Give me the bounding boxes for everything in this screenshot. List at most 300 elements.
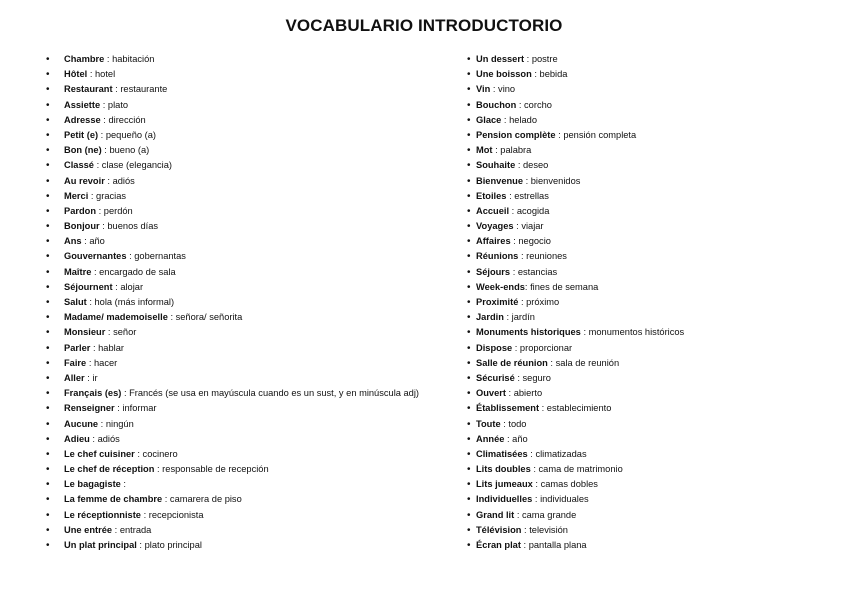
separator: :	[514, 372, 523, 383]
vocabulary-translation: recepcionista	[148, 509, 204, 520]
separator: :	[154, 464, 163, 475]
bullet-icon: •	[467, 418, 471, 430]
vocabulary-translation: adiós	[97, 433, 120, 444]
vocabulary-term: Bonjour	[64, 221, 100, 232]
vocabulary-term: Grand lit	[476, 509, 515, 520]
vocabulary-item	[467, 143, 827, 158]
separator: :	[539, 403, 547, 414]
vocabulary-item	[467, 447, 827, 462]
separator: :	[555, 129, 564, 140]
separator: :	[120, 479, 127, 490]
separator: :	[134, 448, 143, 459]
vocabulary-translation: plato principal	[144, 540, 202, 550]
separator: :	[518, 297, 527, 307]
separator: :	[140, 509, 149, 520]
vocabulary-translation: hacer	[93, 357, 118, 368]
separator: :	[87, 69, 95, 80]
bullet-icon: •	[46, 99, 50, 111]
vocabulary-translation: restaurante	[120, 84, 168, 95]
vocabulary-translation: plato	[107, 99, 129, 110]
vocabulary-item	[46, 432, 446, 447]
vocabulary-term: Adieu	[64, 433, 90, 444]
bullet-icon: •	[467, 448, 471, 460]
vocabulary-term: Une entrée	[64, 524, 113, 535]
bullet-icon: •	[46, 236, 50, 248]
vocabulary-translation: señor	[113, 327, 137, 338]
document-title: VOCABULARIO INTRODUCTORIO	[285, 16, 563, 35]
vocabulary-list-right	[467, 52, 827, 553]
vocabulary-translation: reuniones	[526, 251, 567, 262]
bullet-icon: •	[46, 372, 50, 384]
vocabulary-translation: viajar	[521, 221, 544, 232]
vocabulary-term: Classé	[64, 160, 94, 171]
separator: :	[112, 281, 121, 292]
bullet-icon: •	[46, 524, 50, 536]
vocabulary-term: Le réceptionniste	[64, 509, 141, 520]
vocabulary-term: Aller	[64, 372, 85, 383]
vocabulary-item	[46, 310, 446, 325]
vocabulary-term: Lits doubles	[476, 464, 531, 475]
bullet-icon: •	[467, 312, 471, 324]
bullet-icon: •	[46, 312, 50, 324]
vocabulary-item	[467, 325, 827, 340]
vocabulary-item	[46, 492, 446, 507]
bullet-icon: •	[467, 524, 471, 536]
vocabulary-term: Chambre	[64, 54, 105, 64]
vocabulary-translation: todo	[508, 418, 527, 429]
vocabulary-term: Affaires	[476, 236, 511, 247]
vocabulary-item	[467, 52, 827, 67]
vocabulary-item	[467, 417, 827, 432]
separator: :	[505, 388, 514, 399]
bullet-icon: •	[46, 54, 50, 65]
bullet-icon: •	[467, 479, 471, 491]
separator: :	[532, 479, 541, 490]
bullet-icon: •	[46, 145, 50, 157]
vocabulary-term: Année	[476, 433, 505, 444]
separator: :	[93, 160, 102, 171]
vocabulary-translation: seguro	[522, 372, 551, 383]
vocabulary-translation: año	[89, 236, 105, 247]
vocabulary-item	[467, 128, 827, 143]
separator: :	[580, 327, 589, 338]
bullet-icon: •	[46, 433, 50, 445]
vocabulary-item	[46, 325, 446, 340]
vocabulary-item	[467, 67, 827, 82]
separator: :	[162, 494, 170, 505]
separator: :	[136, 540, 145, 550]
vocabulary-item	[467, 401, 827, 416]
bullet-icon: •	[467, 221, 471, 233]
vocabulary-term: Week-ends	[476, 281, 525, 292]
vocabulary-translation: monumentos históricos	[588, 327, 685, 338]
vocabulary-term: Un plat principal	[64, 540, 137, 550]
separator: :	[81, 236, 90, 247]
vocabulary-item	[46, 158, 446, 173]
vocabulary-translation: hablar	[98, 342, 124, 353]
vocabulary-translation: negocio	[518, 236, 551, 247]
vocabulary-translation: camarera de piso	[169, 494, 242, 505]
vocabulary-translation: corcho	[524, 99, 552, 110]
vocabulary-translation: jardín	[511, 312, 535, 323]
vocabulary-term: Etoiles	[476, 190, 507, 201]
bullet-icon: •	[467, 372, 471, 384]
separator: :	[112, 524, 120, 535]
separator: :	[513, 221, 522, 232]
vocabulary-item	[467, 386, 827, 401]
vocabulary-translation: postre	[531, 54, 558, 64]
bullet-icon: •	[467, 251, 471, 263]
vocabulary-item	[467, 174, 827, 189]
vocabulary-translation: habitación	[112, 54, 155, 64]
vocabulary-item	[46, 386, 446, 401]
vocabulary-list-left	[46, 52, 446, 553]
vocabulary-item	[467, 508, 827, 523]
bullet-icon: •	[46, 342, 50, 354]
separator: :	[523, 175, 531, 186]
vocabulary-term: Le chef de réception	[64, 464, 155, 475]
vocabulary-term: Gouvernantes	[64, 251, 127, 262]
vocabulary-item	[46, 128, 446, 143]
vocabulary-term: Assiette	[64, 99, 101, 110]
vocabulary-term: Salut	[64, 297, 87, 307]
separator: :	[89, 433, 98, 444]
bullet-icon: •	[467, 175, 471, 187]
vocabulary-term: Proximité	[476, 297, 519, 307]
vocabulary-term: Bouchon	[476, 99, 517, 110]
vocabulary-item	[467, 492, 827, 507]
vocabulary-translation: televisión	[529, 524, 568, 535]
vocabulary-term: Séjours	[476, 266, 511, 277]
vocabulary-translation: pantalla plana	[528, 540, 587, 550]
vocabulary-translation: camas dobles	[540, 479, 598, 490]
separator: :	[100, 99, 108, 110]
separator: :	[104, 54, 113, 64]
vocabulary-item	[46, 508, 446, 523]
bullet-icon: •	[467, 54, 471, 65]
bullet-icon: •	[46, 509, 50, 521]
bullet-icon: •	[467, 509, 471, 521]
bullet-icon: •	[467, 433, 471, 445]
vocabulary-item	[46, 523, 446, 538]
vocabulary-translation: sala de reunión	[555, 357, 620, 368]
bullet-icon: •	[46, 69, 50, 81]
vocabulary-item	[46, 341, 446, 356]
separator: :	[504, 433, 513, 444]
vocabulary-translation: proporcionar	[519, 342, 573, 353]
vocabulary-term: Écran plat	[476, 540, 521, 550]
vocabulary-item	[46, 356, 446, 371]
vocabulary-term: Souhaite	[476, 160, 516, 171]
separator: :	[98, 418, 106, 429]
separator: :	[98, 129, 106, 140]
vocabulary-translation: alojar	[120, 281, 144, 292]
vocabulary-translation: fines de semana	[530, 281, 599, 292]
vocabulary-translation: cocinero	[142, 448, 178, 459]
separator: :	[524, 281, 531, 292]
vocabulary-translation: responsable de recepción	[162, 464, 269, 475]
vocabulary-item	[46, 371, 446, 386]
vocabulary-item	[46, 447, 446, 462]
bullet-icon: •	[467, 69, 471, 81]
vocabulary-item	[467, 204, 827, 219]
vocabulary-item	[467, 462, 827, 477]
bullet-icon: •	[467, 205, 471, 217]
bullet-icon: •	[467, 464, 471, 476]
separator: :	[114, 403, 123, 414]
separator: :	[86, 297, 95, 307]
vocabulary-term: Climatisées	[476, 448, 528, 459]
vocabulary-item	[467, 432, 827, 447]
vocabulary-term: Monuments historiques	[476, 327, 581, 338]
vocabulary-translation: palabra	[500, 145, 532, 156]
vocabulary-term: Bienvenue	[476, 175, 524, 186]
vocabulary-term: Merci	[64, 190, 89, 201]
separator: :	[88, 190, 97, 201]
bullet-icon: •	[46, 418, 50, 430]
vocabulary-item	[467, 113, 827, 128]
vocabulary-item	[467, 219, 827, 234]
vocabulary-translation: entrada	[119, 524, 152, 535]
vocabulary-translation: pequeño (a)	[105, 129, 156, 140]
vocabulary-term: Pension complète	[476, 129, 556, 140]
vocabulary-term: Le bagagiste	[64, 479, 121, 490]
bullet-icon: •	[46, 494, 50, 506]
bullet-icon: •	[467, 297, 471, 308]
vocabulary-translation: gracias	[96, 190, 127, 201]
vocabulary-term: Restaurant	[64, 84, 113, 95]
separator: :	[84, 372, 93, 383]
vocabulary-item	[467, 82, 827, 97]
separator: :	[510, 266, 518, 277]
bullet-icon: •	[46, 84, 50, 96]
separator: :	[490, 84, 499, 95]
vocabulary-item	[46, 219, 446, 234]
vocabulary-term: Accueil	[476, 205, 510, 216]
separator: :	[86, 357, 94, 368]
vocabulary-translation: bienvenidos	[530, 175, 581, 186]
vocabulary-translation: deseo	[523, 160, 549, 171]
vocabulary-term: Une boisson	[476, 69, 532, 80]
vocabulary-term: Adresse	[64, 114, 101, 125]
vocabulary-term: Parler	[64, 342, 91, 353]
separator: :	[112, 84, 121, 95]
separator: :	[527, 448, 536, 459]
vocabulary-item	[467, 234, 827, 249]
vocabulary-translation: dirección	[108, 114, 146, 125]
vocabulary-translation: buenos días	[107, 221, 159, 232]
vocabulary-translation: climatizadas	[535, 448, 587, 459]
vocabulary-translation: pensión completa	[563, 129, 637, 140]
vocabulary-translation: abierto	[513, 388, 543, 399]
vocabulary-translation: hola (más informal)	[94, 297, 175, 307]
vocabulary-term: Le chef cuisiner	[64, 448, 135, 459]
separator: :	[105, 327, 114, 338]
bullet-icon: •	[46, 448, 50, 460]
vocabulary-translation: estancias	[517, 266, 558, 277]
separator: :	[547, 357, 556, 368]
vocabulary-translation: bueno (a)	[109, 145, 150, 156]
bullet-icon: •	[467, 494, 471, 506]
bullet-icon: •	[46, 403, 50, 415]
vocabulary-item	[467, 158, 827, 173]
vocabulary-item	[46, 417, 446, 432]
vocabulary-item	[467, 280, 827, 295]
vocabulary-term: Réunions	[476, 251, 519, 262]
bullet-icon: •	[46, 190, 50, 202]
bullet-icon: •	[467, 281, 471, 293]
vocabulary-translation: individuales	[540, 494, 589, 505]
bullet-icon: •	[46, 297, 50, 308]
bullet-icon: •	[46, 327, 50, 339]
vocabulary-term: Petit (e)	[64, 129, 99, 140]
bullet-icon: •	[46, 281, 50, 293]
vocabulary-item	[46, 280, 446, 295]
vocabulary-item	[46, 249, 446, 264]
vocabulary-translation: vino	[498, 84, 516, 95]
vocabulary-term: Bon (ne)	[64, 145, 102, 156]
vocabulary-item	[467, 341, 827, 356]
separator: :	[167, 312, 176, 323]
vocabulary-item	[46, 265, 446, 280]
separator: :	[532, 494, 541, 505]
bullet-icon: •	[46, 175, 50, 187]
vocabulary-item	[46, 462, 446, 477]
vocabulary-translation: señora/ señorita	[175, 312, 243, 323]
separator: :	[521, 524, 530, 535]
separator: :	[510, 236, 519, 247]
vocabulary-translation: cama grande	[521, 509, 577, 520]
separator: :	[515, 160, 524, 171]
vocabulary-item	[46, 295, 446, 310]
vocabulary-term: Séjournent	[64, 281, 113, 292]
vocabulary-term: Ans	[64, 236, 82, 247]
vocabulary-term: Français (es)	[64, 388, 122, 399]
separator: :	[100, 114, 109, 125]
separator: :	[104, 175, 113, 186]
vocabulary-translation: próximo	[526, 297, 560, 307]
vocabulary-term: Télévision	[476, 524, 522, 535]
vocabulary-item	[46, 189, 446, 204]
bullet-icon: •	[467, 266, 471, 278]
vocabulary-term: Renseigner	[64, 403, 115, 414]
vocabulary-item	[46, 234, 446, 249]
separator: :	[501, 114, 510, 125]
vocabulary-term: Pardon	[64, 205, 97, 216]
vocabulary-term: Aucune	[64, 418, 99, 429]
vocabulary-item	[467, 310, 827, 325]
bullet-icon: •	[46, 251, 50, 263]
separator: :	[514, 509, 522, 520]
separator: :	[492, 145, 501, 156]
vocabulary-term: Glace	[476, 114, 502, 125]
vocabulary-term: Dispose	[476, 342, 513, 353]
bullet-icon: •	[467, 160, 471, 172]
vocabulary-translation: hotel	[95, 69, 116, 80]
bullet-icon: •	[46, 388, 50, 400]
bullet-icon: •	[467, 388, 471, 400]
vocabulary-translation: cama de matrimonio	[538, 464, 623, 475]
vocabulary-translation: encargado de sala	[99, 266, 176, 277]
vocabulary-term: Individuelles	[476, 494, 533, 505]
vocabulary-term: Monsieur	[64, 327, 106, 338]
vocabulary-item	[467, 265, 827, 280]
vocabulary-item	[46, 401, 446, 416]
bullet-icon: •	[46, 464, 50, 476]
bullet-icon: •	[46, 357, 50, 369]
bullet-icon: •	[467, 114, 471, 126]
vocabulary-term: Faire	[64, 357, 87, 368]
vocabulary-term: Maître	[64, 266, 92, 277]
bullet-icon: •	[467, 403, 471, 415]
separator: :	[516, 99, 525, 110]
vocabulary-item	[467, 189, 827, 204]
vocabulary-translation: helado	[509, 114, 537, 125]
vocabulary-item	[467, 249, 827, 264]
separator: :	[530, 464, 539, 475]
vocabulary-term: Voyages	[476, 221, 514, 232]
separator: :	[512, 342, 520, 353]
vocabulary-item	[467, 477, 827, 492]
separator: :	[531, 69, 540, 80]
bullet-icon: •	[467, 342, 471, 354]
vocabulary-translation: informar	[122, 403, 157, 414]
bullet-icon: •	[46, 114, 50, 126]
separator: :	[509, 205, 517, 216]
separator: :	[101, 145, 110, 156]
vocabulary-term: Au revoir	[64, 175, 105, 186]
vocabulary-term: Salle de réunion	[476, 357, 548, 368]
vocabulary-item	[467, 98, 827, 113]
vocabulary-item	[46, 98, 446, 113]
vocabulary-term: Ouvert	[476, 388, 506, 399]
bullet-icon: •	[46, 205, 50, 217]
vocabulary-translation: perdón	[103, 205, 133, 216]
vocabulary-term: Jardin	[476, 312, 504, 323]
separator: :	[500, 418, 509, 429]
vocabulary-translation: ningún	[105, 418, 134, 429]
vocabulary-translation: año	[512, 433, 528, 444]
bullet-icon: •	[467, 84, 471, 96]
separator: :	[90, 342, 99, 353]
separator: :	[91, 266, 100, 277]
bullet-icon: •	[467, 236, 471, 248]
vocabulary-term: Vin	[476, 84, 491, 95]
vocabulary-item	[46, 174, 446, 189]
vocabulary-translation: ir	[92, 372, 98, 383]
vocabulary-translation: estrellas	[514, 190, 549, 201]
bullet-icon: •	[46, 540, 50, 551]
bullet-icon: •	[467, 99, 471, 111]
vocabulary-translation: bebida	[539, 69, 568, 80]
vocabulary-term: Lits jumeaux	[476, 479, 533, 490]
vocabulary-term: Hôtel	[64, 69, 88, 80]
vocabulary-term: Mot	[476, 145, 493, 156]
vocabulary-item	[46, 477, 446, 492]
vocabulary-item	[467, 356, 827, 371]
vocabulary-term: Un dessert	[476, 54, 525, 64]
vocabulary-item	[46, 143, 446, 158]
separator: :	[518, 251, 527, 262]
vocabulary-translation: Francés (se usa en mayúscula cuando es un sust, y en minúscula adj)	[129, 388, 420, 399]
separator: :	[99, 221, 108, 232]
separator: :	[96, 205, 104, 216]
bullet-icon: •	[46, 160, 50, 172]
bullet-icon: •	[467, 145, 471, 157]
separator: :	[506, 190, 515, 201]
vocabulary-item	[46, 538, 446, 553]
separator: :	[520, 540, 529, 550]
